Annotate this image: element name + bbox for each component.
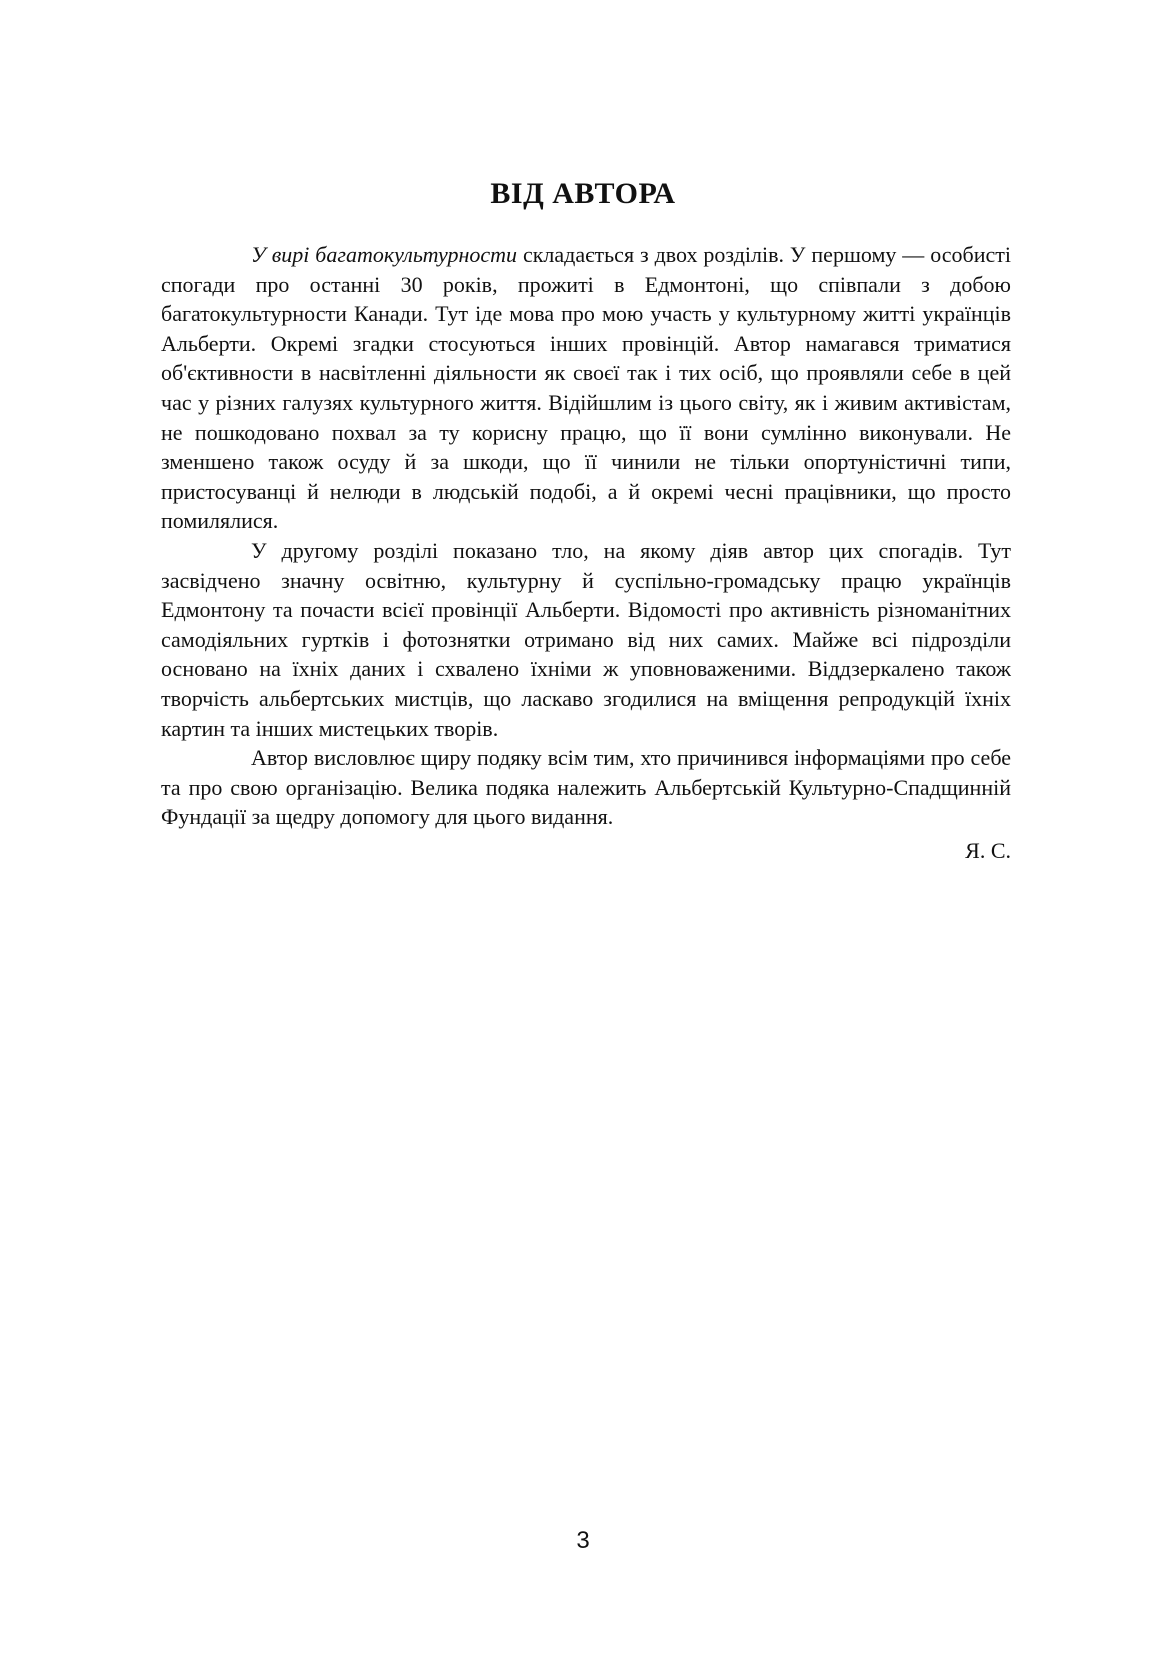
paragraph-3: Автор висловлює щиру подяку всім тим, хто причинився інформаціями про себе та про свою організацію. Велика подяка належить Альбертській Культурно-Спадщинній Фундації за щедру допомогу для цього видання. <box>161 745 1011 830</box>
page-title: ВІД АВТОРА <box>490 177 676 210</box>
body-text <box>161 240 1011 865</box>
page-number: 3 <box>576 1527 590 1554</box>
book-title: У вирі багатокультурности <box>251 242 518 267</box>
paragraph-1 <box>161 240 1011 536</box>
paragraph-1-text: складається з двох розділів. У першому — особисті спогади про останні 30 років, прожиті в Едмонтоні, що співпали з добою багатокультурности Канади. Тут іде мова про мою участь у культурному житті українців Альберти. Окремі згадки стосуються інших провінцій. Автор намагався триматися об'єктивности в насвітленні діяльности як своєї так і тих осіб, що проявляли себе в цей час у різних галузях культурного життя. Відійшлим із цього світу, як і живим активістам, не пошкодовано похвал за ту корисну працю, що її вони сумлінно виконували. Не зменшено також осуду й за шкоди, що її чинили не тільки опортуністичні типи, пристосуванці й нелюди в людській подобі, а й окремі чесні працівники, що просто помилялися. <box>161 242 1011 534</box>
paragraph-2: У другому розділі показано тло, на якому діяв автор цих спогадів. Тут засвідчено значну освітню, культурну й суспільно-громадську працю українців Едмонтону та почасти всієї провінції Альберти. Відомості про активність різноманітних самодіяльних гуртків і фотознятки отримано від них самих. Майже всі підрозділи основано на їхніх даних і схвалено їхніми ж уповноваженими. Віддзеркалено також творчість альбертських мистців, що ласкаво згодилися на вміщення репродукцій їхніх картин та інших мистецьких творів. <box>161 537 1011 741</box>
author-signature: Я. С. <box>965 837 1011 863</box>
